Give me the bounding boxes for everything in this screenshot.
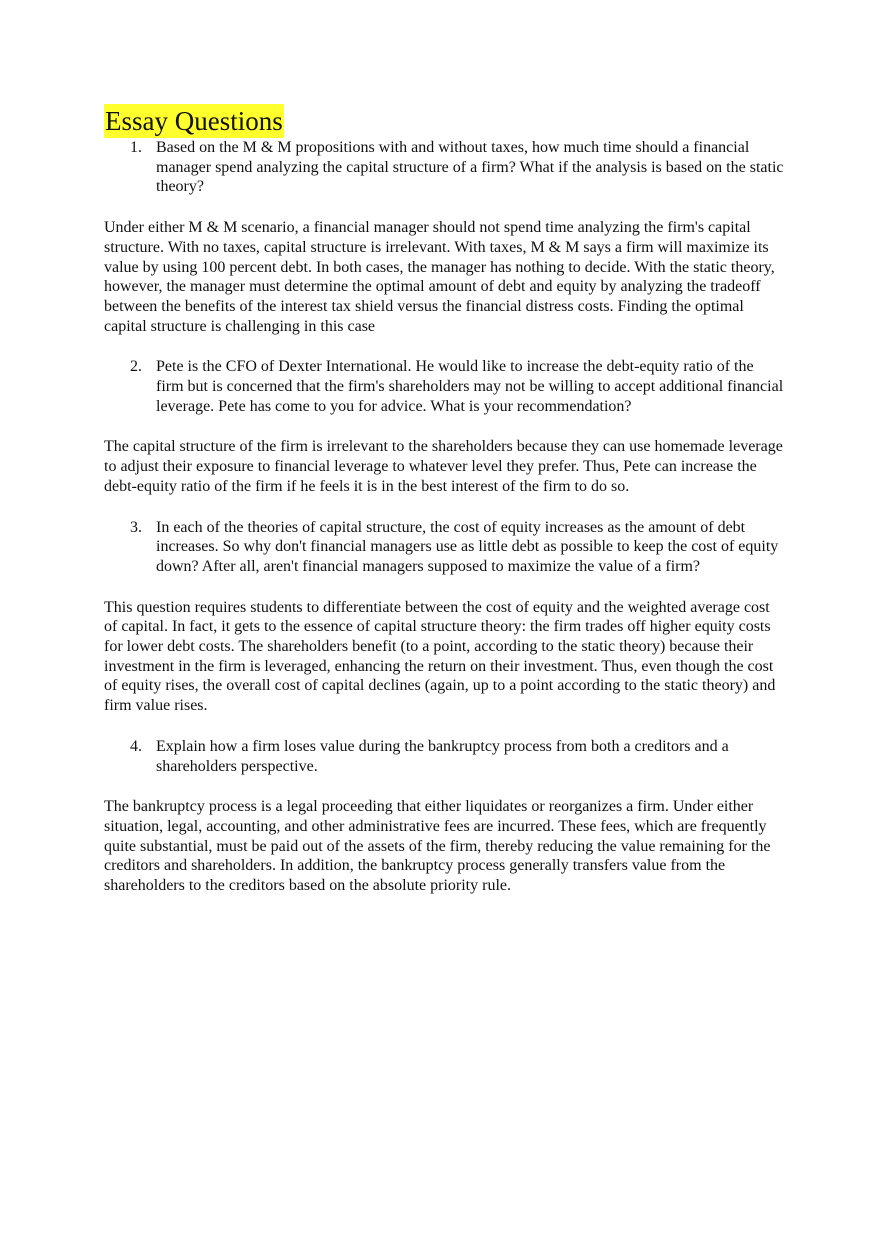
question-1 xyxy=(104,138,784,197)
question-2 xyxy=(104,357,784,416)
answer-2: The capital structure of the firm is irrelevant to the shareholders because they can use homemade leverage to adjust their exposure to financial leverage to whatever level they prefer. Thus, Pete can increase the debt-equity ratio of the firm if he feels it is in the best interest of the firm to do so. xyxy=(104,438,783,495)
question-3 xyxy=(104,518,784,577)
question-text: Pete is the CFO of Dexter International. He would like to increase the debt-equity ratio of the firm but is concerned that the firm's shareholders may not be willing to accept additional financial leverage. Pete has come to you for advice. What is your recommendation? xyxy=(156,358,784,415)
document-page xyxy=(104,104,784,896)
question-4 xyxy=(104,737,784,776)
answer-1: Under either M & M scenario, a financial manager should not spend time analyzing the firm's capital structure. With no taxes, capital structure is irrelevant. With taxes, M & M says a firm will maximize its value by using 100 percent debt. In both cases, the manager has nothing to decide. With the static theory, however, the manager must determine the optimal amount of debt and equity by analyzing the tradeoff between the benefits of the interest tax shield versus the financial distress costs. Finding the optimal capital structure is challenging in this case xyxy=(104,219,775,335)
question-number: 4. xyxy=(130,737,142,755)
question-text: Explain how a firm loses value during the bankruptcy process from both a creditors and a shareholders perspective. xyxy=(156,737,729,775)
question-number: 2. xyxy=(130,358,142,376)
question-text: In each of the theories of capital structure, the cost of equity increases as the amount of debt increases. So why don't financial managers use as little debt as possible to keep the cost of equity down? After all, aren't financial managers supposed to maximize the value of a firm? xyxy=(156,518,779,575)
page-title: Essay Questions xyxy=(105,106,283,136)
question-text: Based on the M & M propositions with and without taxes, how much time should a financial manager spend analyzing the capital structure of a firm? What if the analysis is based on the static theory? xyxy=(156,139,784,196)
answer-4: The bankruptcy process is a legal proceeding that either liquidates or reorganizes a firm. Under either situation, legal, accounting, and other administrative fees are incurred. These fees, which are frequently quite substantial, must be paid out of the assets of the firm, thereby reducing the value remaining for the creditors and shareholders. In addition, the bankruptcy process generally transfers value from the shareholders to the creditors based on the absolute priority rule. xyxy=(104,798,771,895)
answer-3: This question requires students to differentiate between the cost of equity and the weighted average cost of capital. In fact, it gets to the essence of capital structure theory: the firm trades off higher equity costs for lower debt costs. The shareholders benefit (to a point, according to the static theory) because their investment in the firm is leveraged, enhancing the return on their investment. Thus, even though the cost of equity rises, the overall cost of capital declines (again, up to a point according to the static theory) and firm value rises. xyxy=(104,598,776,715)
question-number: 3. xyxy=(130,518,142,536)
question-number: 1. xyxy=(130,139,142,156)
